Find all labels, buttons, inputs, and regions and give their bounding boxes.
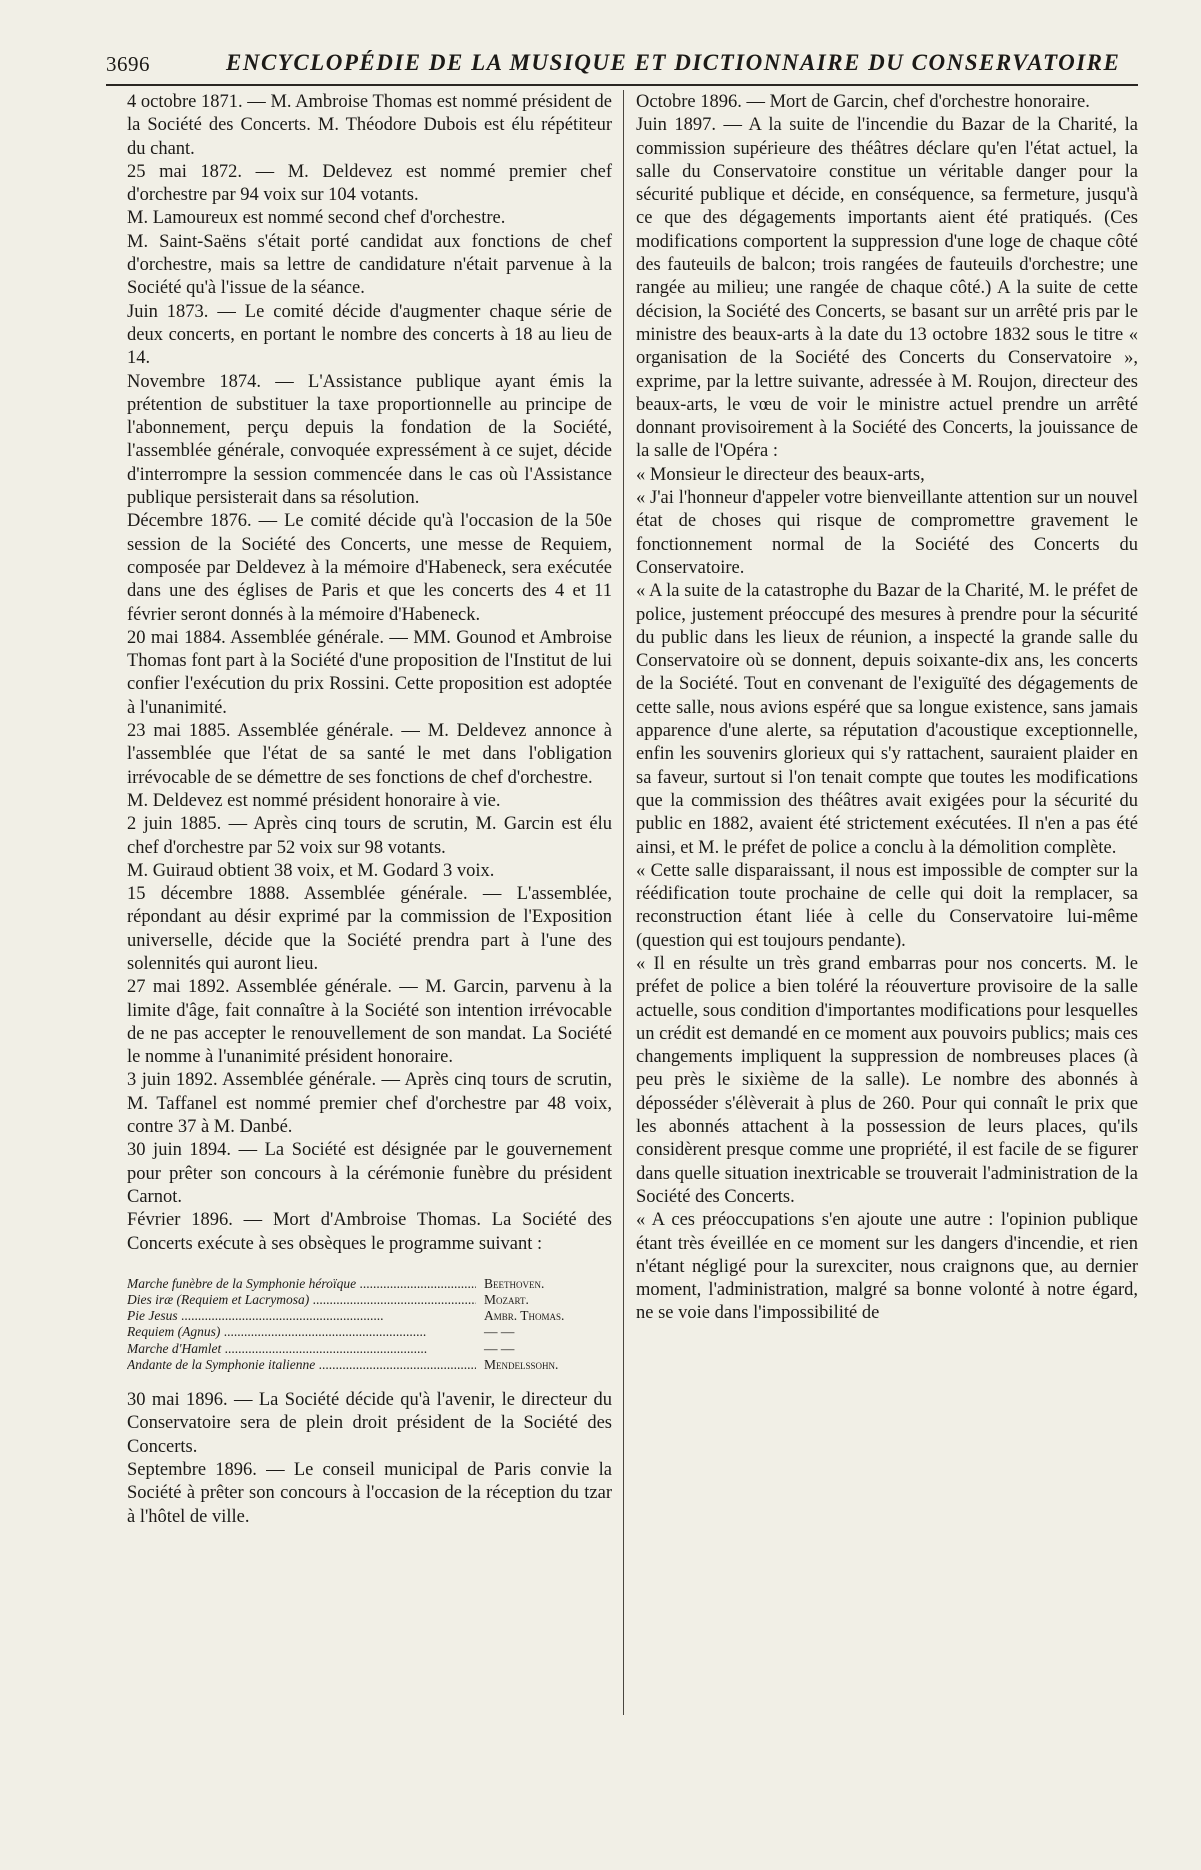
entry-deldevez-honoraire: M. Deldevez est nommé président honoraire à vie.: [127, 790, 501, 811]
program-composer: — —: [484, 1324, 515, 1340]
funeral-program: [127, 1276, 612, 1373]
page-number: 3696: [106, 52, 150, 76]
letter-paragraph: « J'ai l'honneur d'appeler votre bienveillante attention sur un nouvel état de choses qui risque de compromettre gravement le fonctionnement normal de la Société des Concerts du Conservatoire.: [636, 488, 1138, 578]
program-row: [127, 1292, 612, 1308]
program-work: Dies iræ (Requiem et Lacrymosa) .....: [127, 1292, 476, 1308]
entry-1884-05: 20 mai 1884. Assemblée générale. — MM. Gounod et Ambroise Thomas font part à la Société d'une proposition de l'Institut de lui confier l'exécution du prix Rossini. Cette proposition est adoptée à l'unanimité.: [127, 627, 612, 718]
letter-paragraph: « Il en résulte un très grand embarras pour nos concerts. M. le préfet de police a bien toléré la réouverture provisoire de la salle actuelle, sous condition d'importantes modifications pour lesquelles un crédit est demandé en ce moment aux pouvoirs publics; mais ces changements impliquent la suppression de nombreuses places (à peu près le sixième de la salle). Le nombre des abonnés à déposséder s'élèverait à plus de 260. Pour qui connaît le prix que les abonnés attachent à la possession de leurs places, qu'ils considèrent presque comme une propriété, il est facile de se figurer dans quelle situation inextricable se trouverait l'administration de la Société des Concerts.: [636, 953, 1138, 1207]
program-composer: Ambr. Thomas.: [484, 1308, 565, 1324]
entry-1885-05: 23 mai 1885. Assemblée générale. — M. Deldevez annonce à l'assemblée que l'état de sa santé le met dans l'obligation irrévocable de se démettre de ses fonctions de chef d'orchestre.: [127, 721, 612, 788]
letter-salutation: « Monsieur le directeur des beaux-arts,: [636, 464, 925, 485]
left-column: [127, 91, 612, 1529]
letter-paragraph: « A ces préoccupations s'en ajoute une autre : l'opinion publique étant très éveillée en ce moment sur les dangers d'incendie, et rien n'étant négligé pour la surexciter, nous craignons que, au dernier moment, l'administration, malgré sa bonne volonté à notre égard, ne se voie dans l'impossibilité de: [636, 1210, 1138, 1324]
entry-guiraud-godard: M. Guiraud obtient 38 voix, et M. Godard 3 voix.: [127, 860, 495, 881]
program-row: [127, 1276, 612, 1292]
entry-1896-09: Septembre 1896. — Le conseil municipal de Paris convie la Société à prêter son concours à l'occasion de la réception du tzar à l'hôtel de ville.: [127, 1459, 612, 1527]
entry-1873-06: Juin 1873. — Le comité décide d'augmenter chaque série de deux concerts, en portant le nombre des concerts à 18 au lieu de 14.: [127, 301, 612, 369]
header-rule: [106, 84, 1138, 86]
program-work: Marche funèbre de la Symphonie héroïque .....: [127, 1276, 476, 1292]
program-row: [127, 1357, 612, 1373]
entry-1896-02: Février 1896. — Mort d'Ambroise Thomas. La Société des Concerts exécute à ses obsèques le programme suivant :: [127, 1210, 612, 1254]
entry-1894-06: 30 juin 1894. — La Société est désignée par le gouvernement pour prêter son concours à la cérémonie funèbre du président Carnot.: [127, 1140, 612, 1207]
program-composer: Beethoven.: [484, 1275, 545, 1291]
program-work: Marche d'Hamlet .....: [127, 1341, 476, 1357]
entry-1871-10: 4 octobre 1871. — M. Ambroise Thomas est nommé président de la Société des Concerts. M. Théodore Dubois est élu répétiteur du chant.: [127, 92, 612, 159]
entry-1896-05: 30 mai 1896. — La Société décide qu'à l'avenir, le directeur du Conservatoire sera de plein droit président de la Société des Concerts.: [127, 1390, 612, 1457]
entry-1876-12: Décembre 1876. — Le comité décide qu'à l'occasion de la 50e session de la Société des Concerts, une messe de Requiem, composée par Deldevez à la mémoire d'Habeneck, sera exécutée dans une des églises de Paris et que les concerts des 4 et 11 février seront donnés à la mémoire d'Habeneck.: [127, 511, 612, 625]
entry-1892-05: 27 mai 1892. Assemblée générale. — M. Garcin, parvenu à la limite d'âge, fait connaître à la Société son intention irrévocable de ne pas accepter le renouvellement de son mandat. La Société le nomme à l'unanimité président honoraire.: [127, 977, 612, 1068]
entry-lamoureux: M. Lamoureux est nommé second chef d'orchestre.: [127, 208, 506, 229]
entry-1874-11: Novembre 1874. — L'Assistance publique ayant émis la prétention de substituer la taxe proportionnelle au principe de l'abonnement, perçu depuis la fondation de la Société, l'assemblée générale, convoquée expressément à ce sujet, décide d'interrompre la session commencée dans le cas où l'Assistance publique persisterait dans sa résolution.: [127, 371, 612, 509]
page-header: [106, 48, 1138, 84]
program-row: [127, 1324, 612, 1340]
program-composer: Mozart.: [484, 1292, 529, 1308]
letter-paragraph: « Cette salle disparaissant, il nous est impossible de compter sur la réédification toute prochaine de celle qui doit la remplacer, sa reconstruction étant liée à celle du Conservatoire lui-même (question qui est toujours pendante).: [636, 860, 1138, 951]
entry-saint-saens: M. Saint-Saëns s'était porté candidat aux fonctions de chef d'orchestre, mais sa lettre de candidature n'était parvenue à la Société qu'à l'issue de la séance.: [127, 231, 612, 299]
entry-1872-05: 25 mai 1872. — M. Deldevez est nommé premier chef d'orchestre par 94 voix sur 104 votants.: [127, 161, 612, 206]
letter-paragraph: « A la suite de la catastrophe du Bazar de la Charité, M. le préfet de police, justement préoccupé des mesures à prendre pour la sécurité du public dans les lieux de réunion, a inspecté la grande salle du Conservatoire où se donnent, depuis soixante-dix ans, les concerts de la Société. Tout en convenant de l'exiguïté des dégagements de cette salle, nous avions espéré que sa longue existence, sans jamais apparence d'une alerte, sa réputation d'acoustique exceptionnelle, enfin les souvenirs glorieux qui s'y rattachent, sauraient plaider en sa faveur, surtout si l'on tenait compte que toutes les modifications que la commission des théâtres avait exigées pour la sécurité du public en 1882, avaient été strictement exécutées. Il n'en a pas été ainsi, et M. le préfet de police a conclu à la démolition complète.: [636, 581, 1138, 858]
right-column: [636, 91, 1138, 1326]
entry-1892-06: 3 juin 1892. Assemblée générale. — Après cinq tours de scrutin, M. Taffanel est nommé premier chef d'orchestre par 48 voix, contre 37 à M. Danbé.: [127, 1070, 612, 1138]
program-row: [127, 1308, 612, 1324]
program-composer: Mendelssohn.: [484, 1356, 559, 1372]
program-work: Requiem (Agnus) .....: [127, 1324, 476, 1340]
column-divider: [623, 90, 624, 1715]
entry-1896-10: Octobre 1896. — Mort de Garcin, chef d'orchestre honoraire.: [636, 92, 1090, 112]
program-row: [127, 1341, 612, 1357]
program-work: Andante de la Symphonie italienne .....: [127, 1357, 476, 1373]
program-work: Pie Jesus .....: [127, 1308, 476, 1324]
program-composer: — —: [484, 1340, 515, 1356]
running-title: ENCYCLOPÉDIE DE LA MUSIQUE ET DICTIONNAIRE DU CONSERVATOIRE: [226, 50, 1121, 75]
entry-1888-12: 15 décembre 1888. Assemblée générale. — L'assemblée, répondant au désir exprimé par la commission de l'Exposition universelle, décide que la Société prendra part à l'une des solennités qui auront lieu.: [127, 884, 612, 974]
entry-1885-06: 2 juin 1885. — Après cinq tours de scrutin, M. Garcin est élu chef d'orchestre par 52 voix sur 98 votants.: [127, 814, 612, 858]
entry-1897-06: Juin 1897. — A la suite de l'incendie du Bazar de la Charité, la commission supérieure des théâtres déclare qu'en l'état actuel, la salle du Conservatoire constitue un véritable danger pour la sécurité publique et décide, en conséquence, sa fermeture, jusqu'à ce que des dégagements importants aient été pratiqués. (Ces modifications comportent la suppression d'une loge de chaque côté des fauteuils de balcon; trois rangées de fauteuils d'orchestre; une rangée au milieu; une rangée de chaque côté.) A la suite de cette décision, la Société des Concerts, se basant sur un arrêté pris par le ministre des beaux-arts à la date du 13 octobre 1832 sous le titre « organisation de la Société des Concerts du Conservatoire », exprime, par la lettre suivante, adressée à M. Roujon, directeur des beaux-arts, le vœu de voir le ministre actuel prendre un arrêté donnant provisoirement à la Société des Concerts, la jouissance de la salle de l'Opéra :: [636, 115, 1138, 462]
